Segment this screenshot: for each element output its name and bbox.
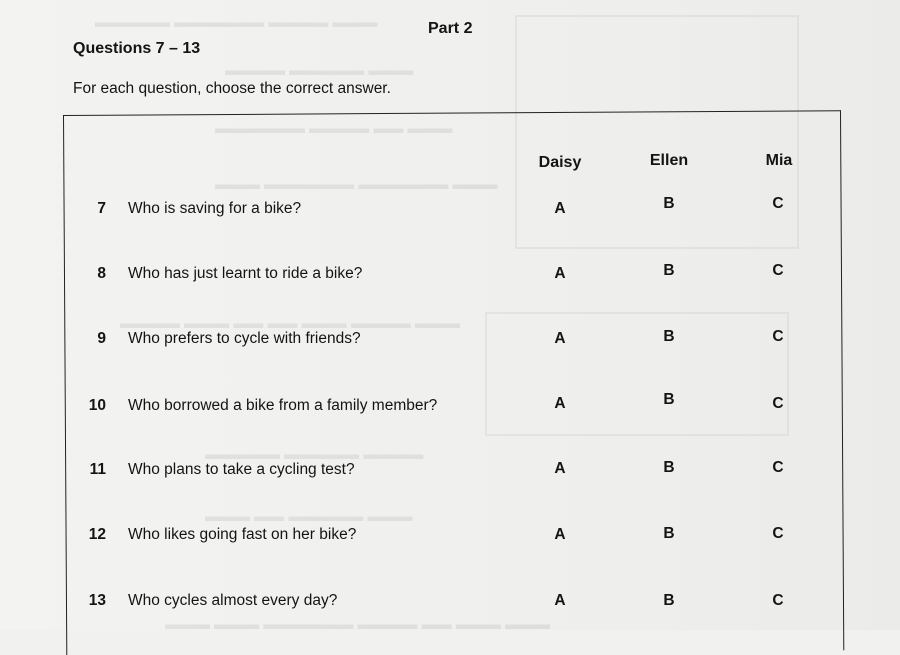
- option-b[interactable]: B: [663, 391, 675, 408]
- option-a[interactable]: A: [554, 265, 566, 282]
- option-b[interactable]: B: [663, 592, 675, 609]
- option-b[interactable]: B: [663, 525, 675, 542]
- option-c[interactable]: C: [772, 525, 784, 542]
- option-b[interactable]: B: [663, 459, 675, 476]
- option-c[interactable]: C: [772, 195, 784, 212]
- option-c[interactable]: C: [772, 262, 784, 279]
- question-row-10: [0, 391, 900, 421]
- question-text: Who cycles almost every day?: [128, 592, 338, 609]
- option-c[interactable]: C: [772, 459, 784, 476]
- option-b[interactable]: B: [663, 328, 675, 345]
- option-c[interactable]: C: [772, 395, 784, 412]
- question-text: Who is saving for a bike?: [128, 200, 302, 217]
- option-c[interactable]: C: [772, 328, 784, 345]
- show-through-text: ▬▬▬ ▬▬▬ ▬▬ ▬▬▬▬ ▬▬▬▬▬▬ ▬▬▬ ▬▬▬: [165, 616, 551, 633]
- part-title: Part 2: [428, 20, 473, 37]
- option-b[interactable]: B: [663, 262, 675, 279]
- option-a[interactable]: A: [554, 460, 566, 477]
- instruction-text: For each question, choose the correct answer.: [73, 80, 391, 97]
- question-text: Who borrowed a bike from a family member?: [128, 397, 438, 414]
- question-number: 7: [97, 200, 106, 217]
- show-through-text: ▬▬▬ ▬▬▬▬ ▬▬▬ ▬▬ ▬▬ ▬▬▬ ▬▬▬▬: [120, 315, 461, 332]
- show-through-text: ▬▬▬▬ ▬▬▬▬▬ ▬▬▬▬▬: [205, 446, 424, 463]
- show-through-text: ▬▬▬ ▬▬▬▬▬ ▬▬▬▬: [225, 62, 414, 79]
- column-header-ellen: Ellen: [649, 152, 689, 169]
- show-through-text: ▬▬▬ ▬▬▬▬ ▬▬▬▬▬▬ ▬▬▬▬▬: [95, 14, 378, 31]
- question-number: 11: [89, 461, 106, 478]
- question-number: 10: [88, 397, 106, 414]
- option-a[interactable]: A: [554, 200, 566, 217]
- question-number: 12: [88, 526, 106, 543]
- question-text: Who prefers to cycle with friends?: [128, 330, 361, 347]
- option-a[interactable]: A: [554, 395, 566, 412]
- question-row-7: [0, 195, 900, 224]
- question-box: [63, 110, 844, 655]
- option-a[interactable]: A: [554, 526, 566, 543]
- option-a[interactable]: A: [554, 592, 566, 609]
- option-c[interactable]: C: [772, 592, 784, 609]
- column-header-daisy: Daisy: [538, 154, 582, 171]
- question-row-12: [0, 526, 900, 550]
- option-a[interactable]: A: [554, 330, 566, 347]
- question-number: 13: [88, 592, 106, 609]
- question-row-11: [0, 461, 900, 485]
- show-through-text: ▬▬▬ ▬▬▬▬▬▬ ▬▬▬▬▬▬ ▬▬▬: [215, 176, 498, 193]
- question-text: Who has just learnt to ride a bike?: [128, 265, 363, 282]
- column-header-mia: Mia: [765, 152, 793, 169]
- option-b[interactable]: B: [663, 195, 675, 212]
- question-row-8: [0, 262, 900, 289]
- questions-range-heading: Questions 7 – 13: [73, 40, 201, 57]
- question-row-9: [0, 330, 900, 354]
- question-row-13: [0, 592, 900, 616]
- show-through-text: ▬▬▬ ▬▬ ▬▬▬▬ ▬▬▬▬▬▬: [215, 120, 453, 137]
- question-text: Who likes going fast on her bike?: [128, 526, 357, 543]
- show-through-text: ▬▬▬ ▬▬▬▬▬ ▬▬ ▬▬▬: [205, 508, 413, 525]
- question-text: Who plans to take a cycling test?: [128, 461, 355, 478]
- question-number: 8: [97, 265, 106, 282]
- question-number: 9: [97, 330, 106, 347]
